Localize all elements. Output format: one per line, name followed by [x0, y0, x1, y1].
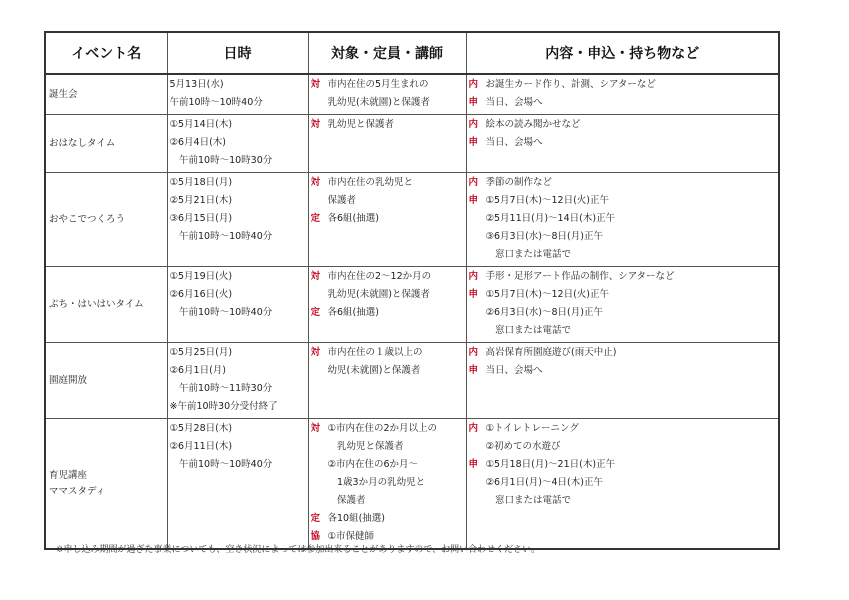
category-tag: 定 — [310, 307, 321, 318]
content-line — [469, 420, 777, 438]
table-row — [45, 173, 779, 267]
content-line — [469, 344, 777, 362]
event-content-cell — [466, 74, 779, 115]
event-date-line: 午前10時～10時40分 — [169, 97, 263, 108]
target-line — [311, 286, 464, 304]
target-line — [311, 344, 464, 362]
content-text: 高岩保育所園庭遊び(雨天中止) — [485, 347, 617, 358]
event-date-cell — [167, 267, 308, 343]
category-tag: 内 — [468, 423, 479, 434]
event-content-cell — [466, 173, 779, 267]
target-line — [311, 76, 464, 94]
event-target-cell — [308, 74, 466, 115]
content-text: ②初めての水遊び — [485, 441, 561, 452]
event-date-line: ③6月15日(月) — [169, 213, 233, 224]
header-event-name: イベント名 — [45, 32, 167, 74]
event-date-line: 午前10時～11時30分 — [169, 383, 273, 394]
category-tag: 申 — [468, 97, 479, 108]
content-text: ①5月7日(木)～12日(火)正午 — [485, 289, 610, 300]
event-date-cell — [167, 74, 308, 115]
target-text: 乳幼児と保護者 — [327, 119, 395, 130]
event-name: 誕生会 — [49, 88, 78, 100]
target-line — [311, 174, 464, 192]
content-text: 季節の制作など — [485, 177, 553, 188]
event-schedule-table — [44, 31, 780, 550]
category-tag: 申 — [468, 289, 479, 300]
table-body — [45, 74, 779, 549]
content-line — [469, 362, 777, 380]
category-tag: 対 — [310, 423, 321, 434]
content-text: ③6月3日(水)～8日(月)正午 — [485, 231, 603, 242]
category-tag: 定 — [310, 213, 321, 224]
event-date-line: ①5月19日(火) — [169, 271, 233, 282]
event-target-cell — [308, 419, 466, 550]
target-text: 市内在住の5月生まれの — [327, 79, 429, 90]
category-tag: 申 — [468, 459, 479, 470]
header-content: 内容・申込・持ち物など — [466, 32, 779, 74]
event-date-line: ②5月21日(木) — [169, 195, 233, 206]
content-text: ①5月18日(月)～21日(木)正午 — [485, 459, 616, 470]
content-line — [469, 322, 777, 340]
category-tag: 内 — [468, 79, 479, 90]
event-name-cell — [45, 115, 167, 173]
category-tag: 対 — [310, 177, 321, 188]
content-line — [469, 492, 777, 510]
content-text: ①トイレトレーニング — [485, 423, 579, 434]
content-line — [469, 474, 777, 492]
table-row — [45, 267, 779, 343]
target-text: 各6組(抽選) — [327, 213, 379, 224]
category-tag: 申 — [468, 365, 479, 376]
target-text: 乳幼児(未就園)と保護者 — [327, 97, 430, 108]
content-text: 当日、会場へ — [485, 365, 543, 376]
event-date-line: ②6月11日(木) — [169, 441, 233, 452]
target-text: 市内在住の乳幼児と — [327, 177, 414, 188]
content-text: お誕生カード作り、計測、シアターなど — [485, 79, 656, 90]
header-target: 対象・定員・講師 — [308, 32, 466, 74]
content-line — [469, 174, 777, 192]
content-line — [469, 116, 777, 134]
header-date: 日時 — [167, 32, 308, 74]
content-line — [469, 210, 777, 228]
content-line — [469, 286, 777, 304]
event-name: ぷち・はいはいタイム — [49, 298, 144, 310]
event-name-cell — [45, 419, 167, 550]
content-text: 窓口または電話で — [485, 325, 572, 336]
target-text: 1歳3か月の乳幼児と — [327, 477, 426, 488]
content-text: ②6月1日(月)～4日(木)正午 — [485, 477, 603, 488]
category-tag: 内 — [468, 347, 479, 358]
target-text: 各10組(抽選) — [327, 513, 386, 524]
category-tag: 申 — [468, 195, 479, 206]
content-text: ②5月11日(月)～14日(木)正午 — [485, 213, 616, 224]
category-tag: 内 — [468, 271, 479, 282]
target-line — [311, 510, 464, 528]
event-name: おやこでつくろう — [49, 213, 126, 225]
category-tag: 対 — [310, 271, 321, 282]
table-header-row — [45, 32, 779, 74]
content-line — [469, 192, 777, 210]
event-date-line: 5月13日(水) — [169, 79, 224, 90]
event-content-cell — [466, 115, 779, 173]
content-line — [469, 246, 777, 264]
event-name: 育児講座 — [49, 469, 88, 481]
table-row — [45, 115, 779, 173]
event-name-cell — [45, 267, 167, 343]
event-target-cell — [308, 173, 466, 267]
content-text: ①5月7日(木)～12日(火)正午 — [485, 195, 610, 206]
content-text: 窓口または電話で — [485, 249, 572, 260]
table-row — [45, 74, 779, 115]
content-line — [469, 304, 777, 322]
target-line — [311, 192, 464, 210]
event-name-cell — [45, 173, 167, 267]
target-text: 乳幼児(未就園)と保護者 — [327, 289, 430, 300]
content-text: 絵本の読み聞かせなど — [485, 119, 581, 130]
event-date-cell — [167, 343, 308, 419]
event-name: ママスタディ — [49, 485, 106, 497]
event-date-line: 午前10時～10時30分 — [169, 155, 273, 166]
event-target-cell — [308, 115, 466, 173]
category-tag: 対 — [310, 79, 321, 90]
target-text: 市内在住の2～12か月の — [327, 271, 432, 282]
event-date-line: ※午前10時30分受付終了 — [169, 401, 278, 412]
event-content-cell — [466, 419, 779, 550]
target-text: ①市保健師 — [327, 531, 375, 542]
category-tag: 協 — [310, 531, 321, 542]
content-line — [469, 438, 777, 456]
event-date-cell — [167, 419, 308, 550]
event-date-line: 午前10時～10時40分 — [169, 459, 273, 470]
event-date-line: ①5月28日(木) — [169, 423, 233, 434]
category-tag: 内 — [468, 177, 479, 188]
table-row — [45, 419, 779, 550]
content-line — [469, 456, 777, 474]
target-text: 各6組(抽選) — [327, 307, 379, 318]
footnote: ※申し込み期間が過ぎた事業についても、空き状況によっては参加出来ることがありますので、お問い合わせください。 — [56, 545, 541, 555]
event-date-line: ①5月25日(月) — [169, 347, 233, 358]
content-text: 手形・足形アート作品の制作、シアターなど — [485, 271, 675, 282]
target-line — [311, 268, 464, 286]
event-content-cell — [466, 267, 779, 343]
target-text: 幼児(未就園)と保護者 — [327, 365, 421, 376]
target-text: ②市内在住の6か月～ — [327, 459, 419, 470]
category-tag: 対 — [310, 119, 321, 130]
event-date-cell — [167, 115, 308, 173]
event-name-cell — [45, 74, 167, 115]
event-date-line: ①5月14日(木) — [169, 119, 233, 130]
target-line — [311, 474, 464, 492]
content-line — [469, 134, 777, 152]
target-text: 保護者 — [327, 195, 357, 206]
content-line — [469, 76, 777, 94]
content-text: 当日、会場へ — [485, 97, 543, 108]
target-line — [311, 94, 464, 112]
event-date-line: ②6月16日(火) — [169, 289, 233, 300]
event-date-line: 午前10時～10時40分 — [169, 307, 273, 318]
target-line — [311, 420, 464, 438]
content-line — [469, 228, 777, 246]
category-tag: 定 — [310, 513, 321, 524]
content-text: 当日、会場へ — [485, 137, 543, 148]
target-text: 乳幼児と保護者 — [327, 441, 404, 452]
table-row — [45, 343, 779, 419]
content-line — [469, 94, 777, 112]
category-tag: 内 — [468, 119, 479, 130]
event-date-line: ②6月4日(木) — [169, 137, 227, 148]
category-tag: 申 — [468, 137, 479, 148]
category-tag: 対 — [310, 347, 321, 358]
target-text: 市内在住の１歳以上の — [327, 347, 423, 358]
target-text: 保護者 — [327, 495, 366, 506]
event-content-cell — [466, 343, 779, 419]
event-date-line: ②6月1日(月) — [169, 365, 227, 376]
target-line — [311, 438, 464, 456]
event-target-cell — [308, 267, 466, 343]
event-name-cell — [45, 343, 167, 419]
target-line — [311, 116, 464, 134]
target-text: ①市内在住の2か月以上の — [327, 423, 438, 434]
event-target-cell — [308, 343, 466, 419]
event-name: 園庭開放 — [49, 374, 88, 386]
target-line — [311, 492, 464, 510]
target-line — [311, 362, 464, 380]
target-line — [311, 304, 464, 322]
content-line — [469, 268, 777, 286]
target-line — [311, 210, 464, 228]
event-date-line: 午前10時～10時40分 — [169, 231, 273, 242]
target-line — [311, 456, 464, 474]
event-date-line: ①5月18日(月) — [169, 177, 233, 188]
event-name: おはなしタイム — [49, 137, 116, 149]
content-text: 窓口または電話で — [485, 495, 572, 506]
content-text: ②6月3日(水)～8日(月)正午 — [485, 307, 603, 318]
event-date-cell — [167, 173, 308, 267]
